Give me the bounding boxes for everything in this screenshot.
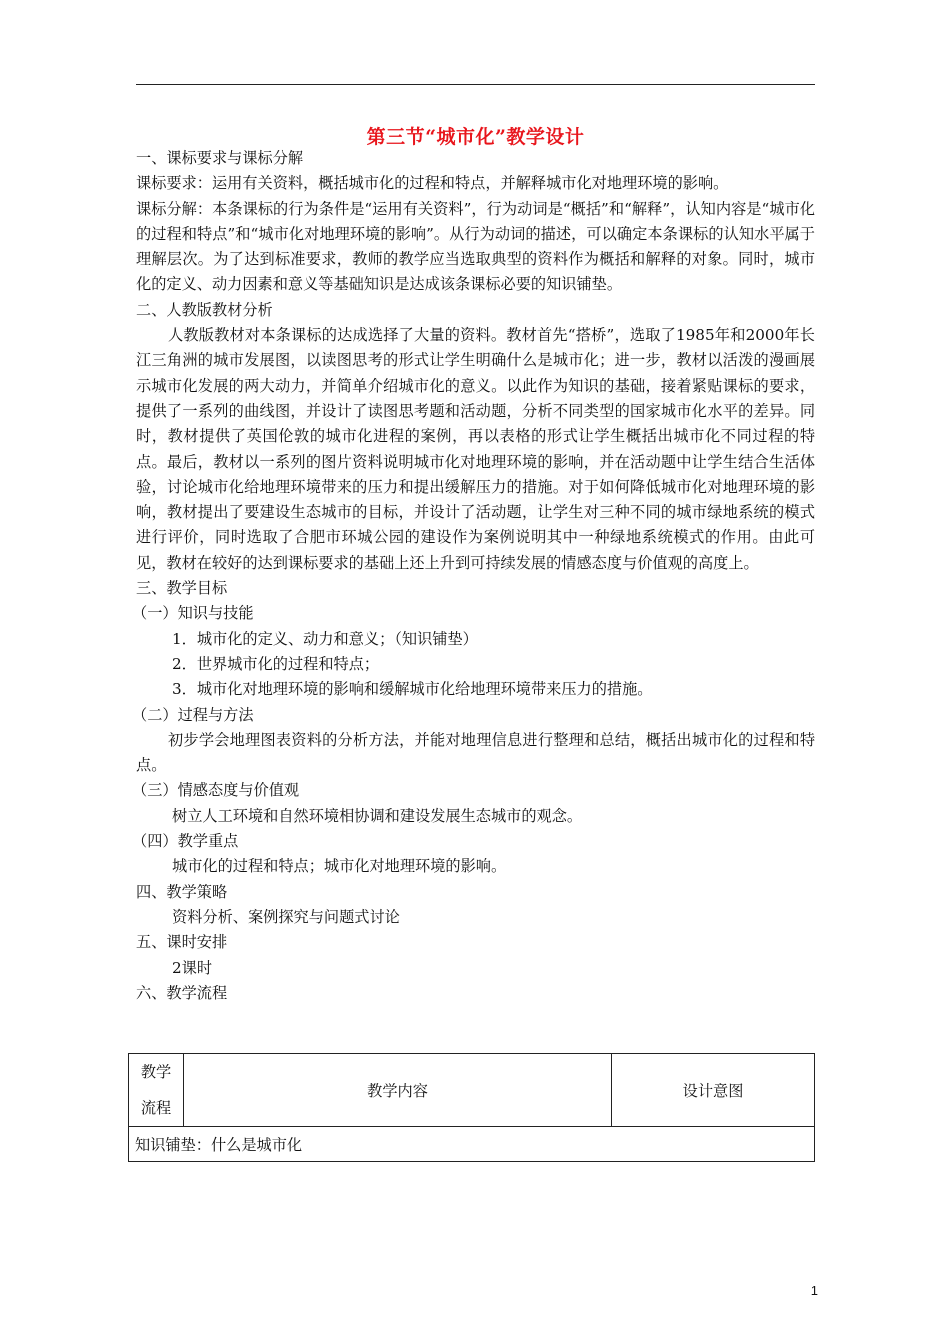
subsection-attitudes-values: （三）情感态度与价值观	[132, 781, 300, 800]
page-title: 第三节“城市化”教学设计	[366, 126, 585, 148]
subsection-process-methods: （二）过程与方法	[132, 705, 254, 724]
goal-item-2: 2．世界城市化的过程和特点；	[172, 654, 380, 673]
subsection-knowledge-skills: （一）知识与技能	[132, 604, 254, 623]
section-2-heading: 二、人教版教材分析	[136, 300, 273, 319]
section-6-heading: 六、教学流程	[136, 983, 228, 1002]
process-methods-text: 初步学会地理图表资料的分析方法，并能对地理信息进行整理和总结，概括出城市化的过程和特点。	[136, 730, 815, 775]
table-header-flow	[129, 1054, 184, 1127]
document-body	[132, 146, 815, 1006]
teaching-flow-table	[128, 1053, 815, 1162]
table-header-flow-line1: 教学	[140, 1063, 172, 1081]
textbook-analysis-paragraph: 人教版教材对本条课标的达成选择了大量的资料。教材首先“搭桥”，选取了1985年和2000年长江三角洲的城市发展图，以读图思考的形式让学生明确什么是城市化；进一步，教材以活泼的漫画展示城市化发展的两大动力，并简单介绍城市化的意义。以此作为知识的基础，接着紧贴课标的要求，提供了一系列的曲线图，并设计了读图思考题和活动题，分析不同类型的国家城市化水平的差异。同时，教材提供了英国伦敦的城市化进程的案例，再以表格的形式让学生概括出城市化不同过程的特点。最后，教材以一系列的图片资料说明城市化对地理环境的影响，并在活动题中让学生结合生活体验，讨论城市化给地理环境带来的压力和提出缓解压力的措施。对于如何降低城市化对地理环境的影响，教材提出了要建设生态城市的目标，并设计了活动题，让学生对三种不同的城市绿地系统的模式进行评价，同时选取了合肥市环城公园的建设作为案例说明其中一种绿地系统模式的作用。由此可见，教材在较好的达到课标要求的基础上还上升到可持续发展的情感态度与价值观的高度上。	[136, 326, 815, 572]
table-header-row	[129, 1054, 815, 1127]
goal-item-3: 3．城市化对地理环境的影响和缓解城市化给地理环境带来压力的措施。	[172, 680, 653, 699]
attitudes-values-text: 树立人工环境和自然环境相协调和建设发展生态城市的观念。	[172, 806, 583, 825]
table-header-flow-line2: 流程	[140, 1099, 172, 1117]
table-row	[129, 1127, 815, 1162]
section-1-heading: 一、课标要求与课标分解	[136, 149, 304, 167]
goal-item-1: 1．城市化的定义、动力和意义；（知识铺垫）	[172, 629, 478, 648]
curriculum-decomposition: 课标分解：本条课标的行为条件是“运用有关资料”，行为动词是“概括”和“解释”，认知内容是“城市化的过程和特点”和“城市化对地理环境的影响”。从行为动词的描述，可以确定本条课标的认知水平属于理解层次。为了达到标准要求，教师的教学应当选取典型的资料作为概括和解释的对象。同时，城市化的定义、动力因素和意义等基础知识是达成该条课标必要的知识铺垫。	[136, 199, 815, 294]
teaching-strategy-text: 资料分析、案例探究与问题式讨论	[172, 907, 400, 926]
subsection-key-points: （四）教学重点	[132, 832, 239, 851]
class-hours-text: 2课时	[172, 958, 213, 977]
section-5-heading: 五、课时安排	[136, 933, 228, 952]
curriculum-requirement: 课标要求：运用有关资料，概括城市化的过程和特点，并解释城市化对地理环境的影响。	[136, 174, 729, 193]
table-header-intent: 设计意图	[612, 1054, 815, 1127]
section-3-heading: 三、教学目标	[136, 579, 228, 598]
header-rule	[136, 84, 815, 85]
table-row-knowledge: 知识铺垫：什么是城市化	[129, 1127, 815, 1162]
section-4-heading: 四、教学策略	[136, 882, 228, 901]
table-header-content: 教学内容	[184, 1054, 612, 1127]
key-points-text: 城市化的过程和特点；城市化对地理环境的影响。	[172, 857, 507, 876]
page-number: 1	[810, 1283, 818, 1298]
